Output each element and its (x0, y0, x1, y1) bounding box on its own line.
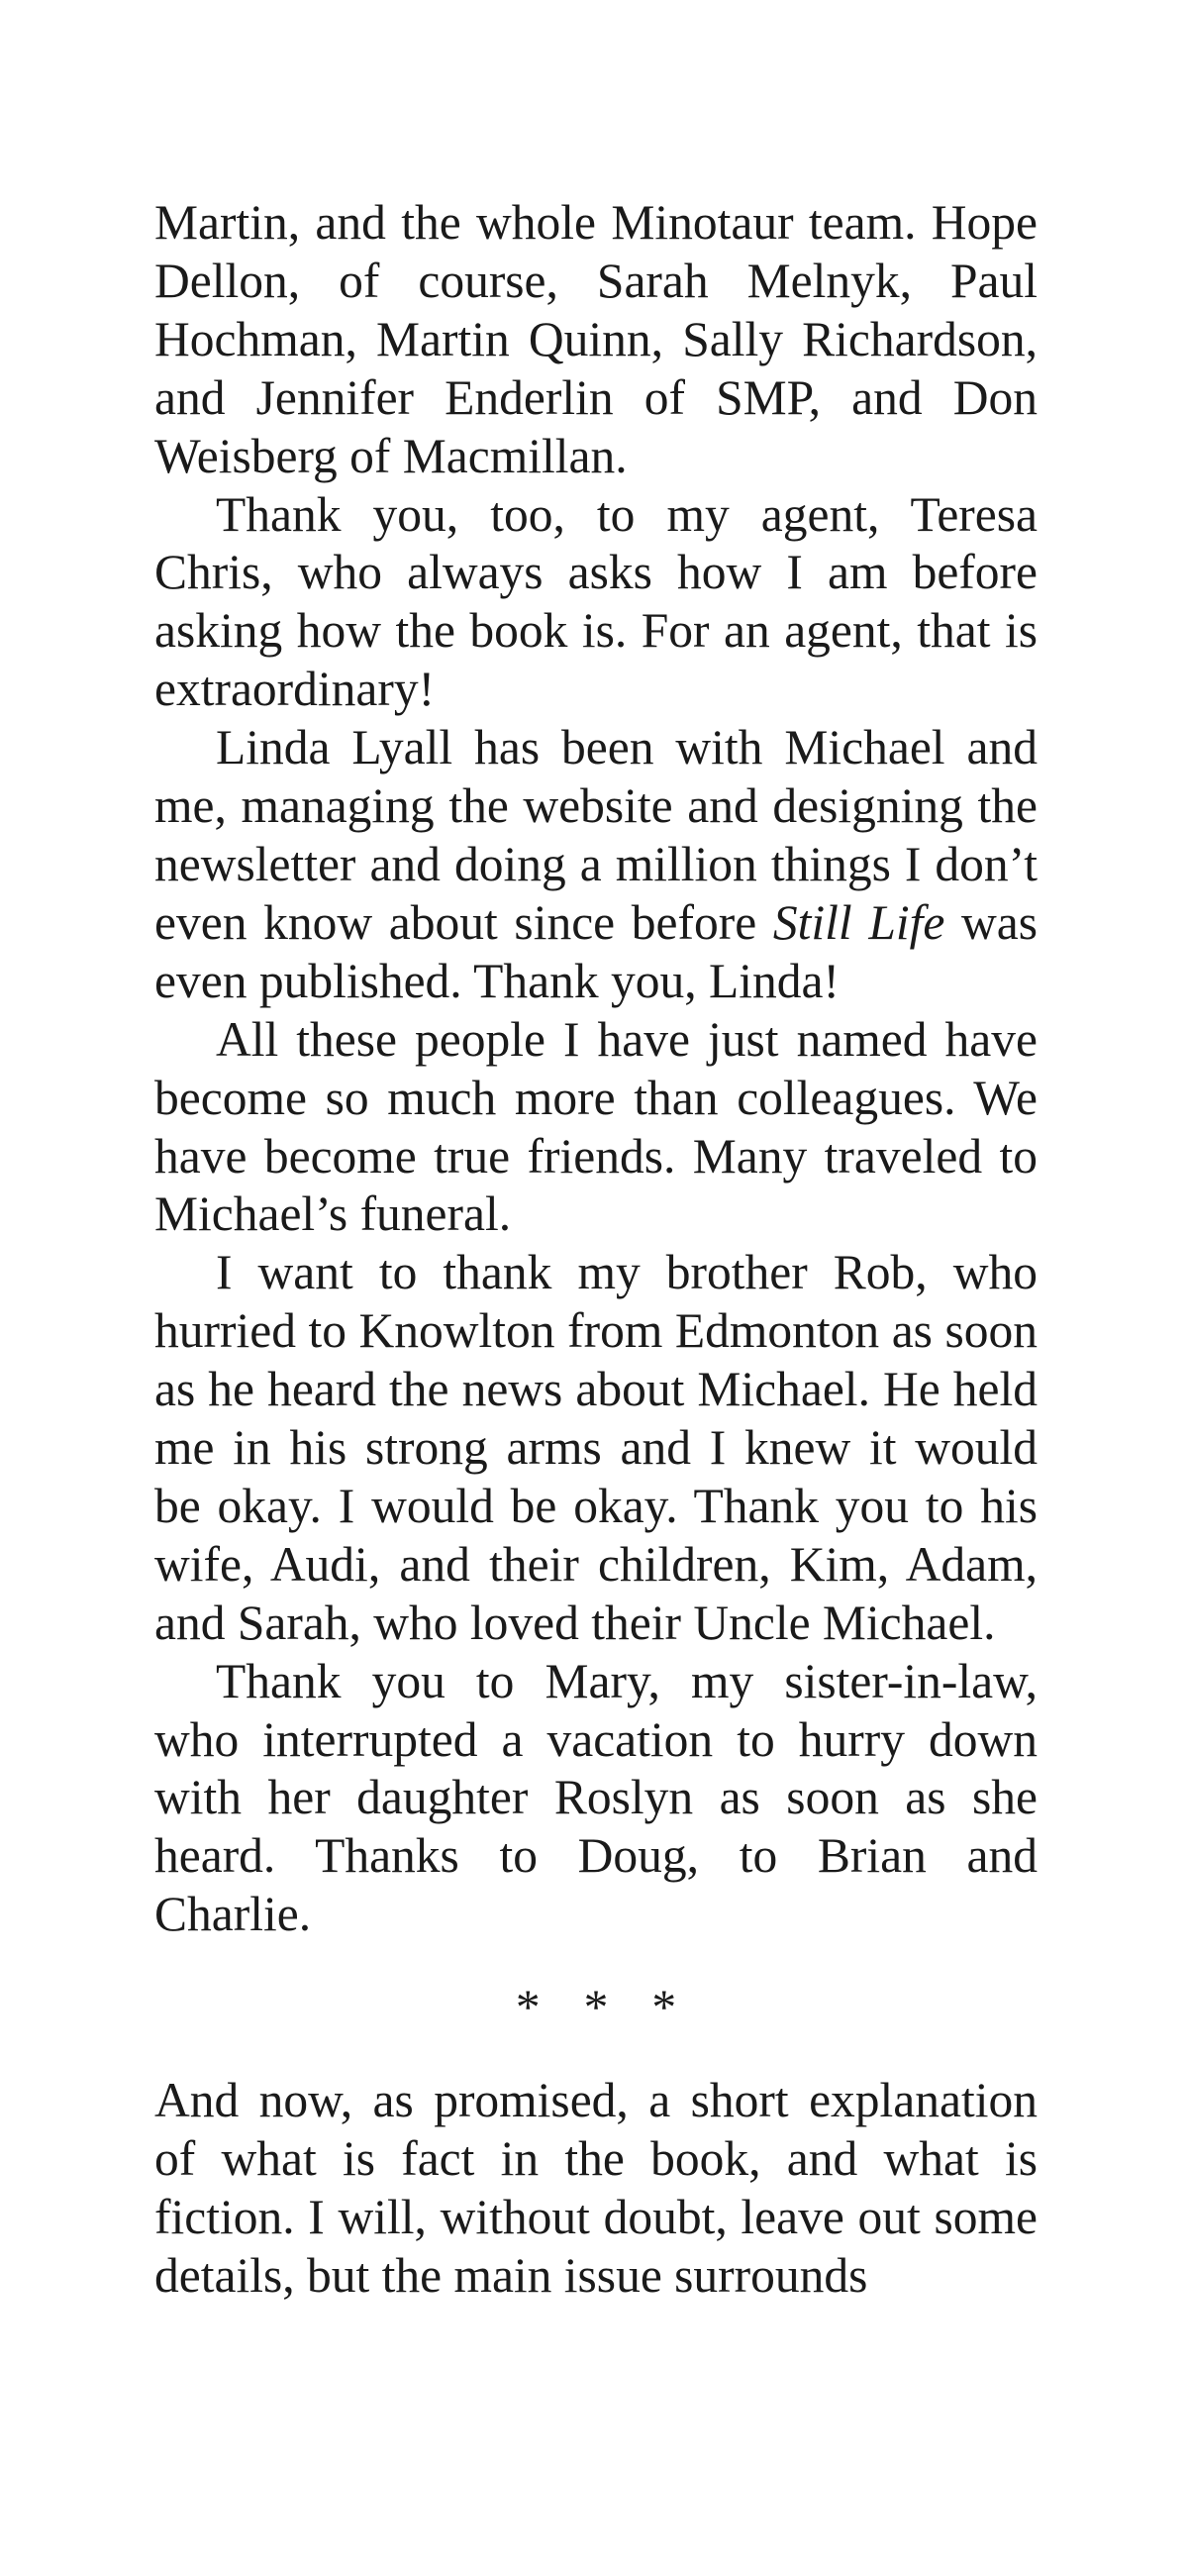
section-break (154, 1979, 1038, 2037)
section-break-asterisk: * (515, 1980, 541, 2035)
page-body (154, 194, 1038, 2306)
paragraph-acknowledgement-team: Martin, and the whole Minotaur team. Hope Dellon, of course, Sarah Melnyk, Paul Hochman, Martin Quinn, Sally Richardson, and Jennifer Enderlin of SMP, and Don Weisberg of Macmillan. (154, 195, 1038, 483)
paragraph-linda-after: was even published. Thank you, Linda! (154, 894, 1038, 1008)
book-title-still-life: Still Life (772, 894, 945, 950)
paragraph-agent-thanks: Thank you, too, to my agent, Teresa Chris, who always asks how I am before asking how the book is. For an agent, that is extraordinary! (154, 486, 1038, 717)
paragraph-fact-fiction: And now, as promised, a short explanation of what is fact in the book, and what is fiction. I will, without doubt, leave out some details, but the main issue surrounds (154, 2073, 1038, 2303)
paragraph-linda-before: Linda Lyall has been with Michael and me, managing the website and designing the newsletter and doing a million things I don’t even know about since before (154, 720, 1038, 950)
paragraph-brother-thanks: I want to thank my brother Rob, who hurried to Knowlton from Edmonton as soon as he heard the news about Michael. He held me in his strong arms and I knew it would be okay. I would be okay. Thank you to his wife, Audi, and their children, Kim, Adam, and Sarah, who loved their Uncle Michael. (154, 1245, 1038, 1650)
paragraph-linda-thanks (154, 719, 1038, 1011)
paragraph-sister-in-law-thanks: Thank you to Mary, my sister-in-law, who interrupted a vacation to hurry down with her daughter Roslyn as soon as she heard. Thanks to Doug, to Brian and Charlie. (154, 1653, 1038, 1942)
section-break-asterisk: * (651, 1980, 677, 2035)
paragraph-colleagues: All these people I have just named have become so much more than colleagues. We have become true friends. Many traveled to Michael’s funeral. (154, 1011, 1038, 1242)
section-break-asterisk: * (583, 1980, 609, 2035)
